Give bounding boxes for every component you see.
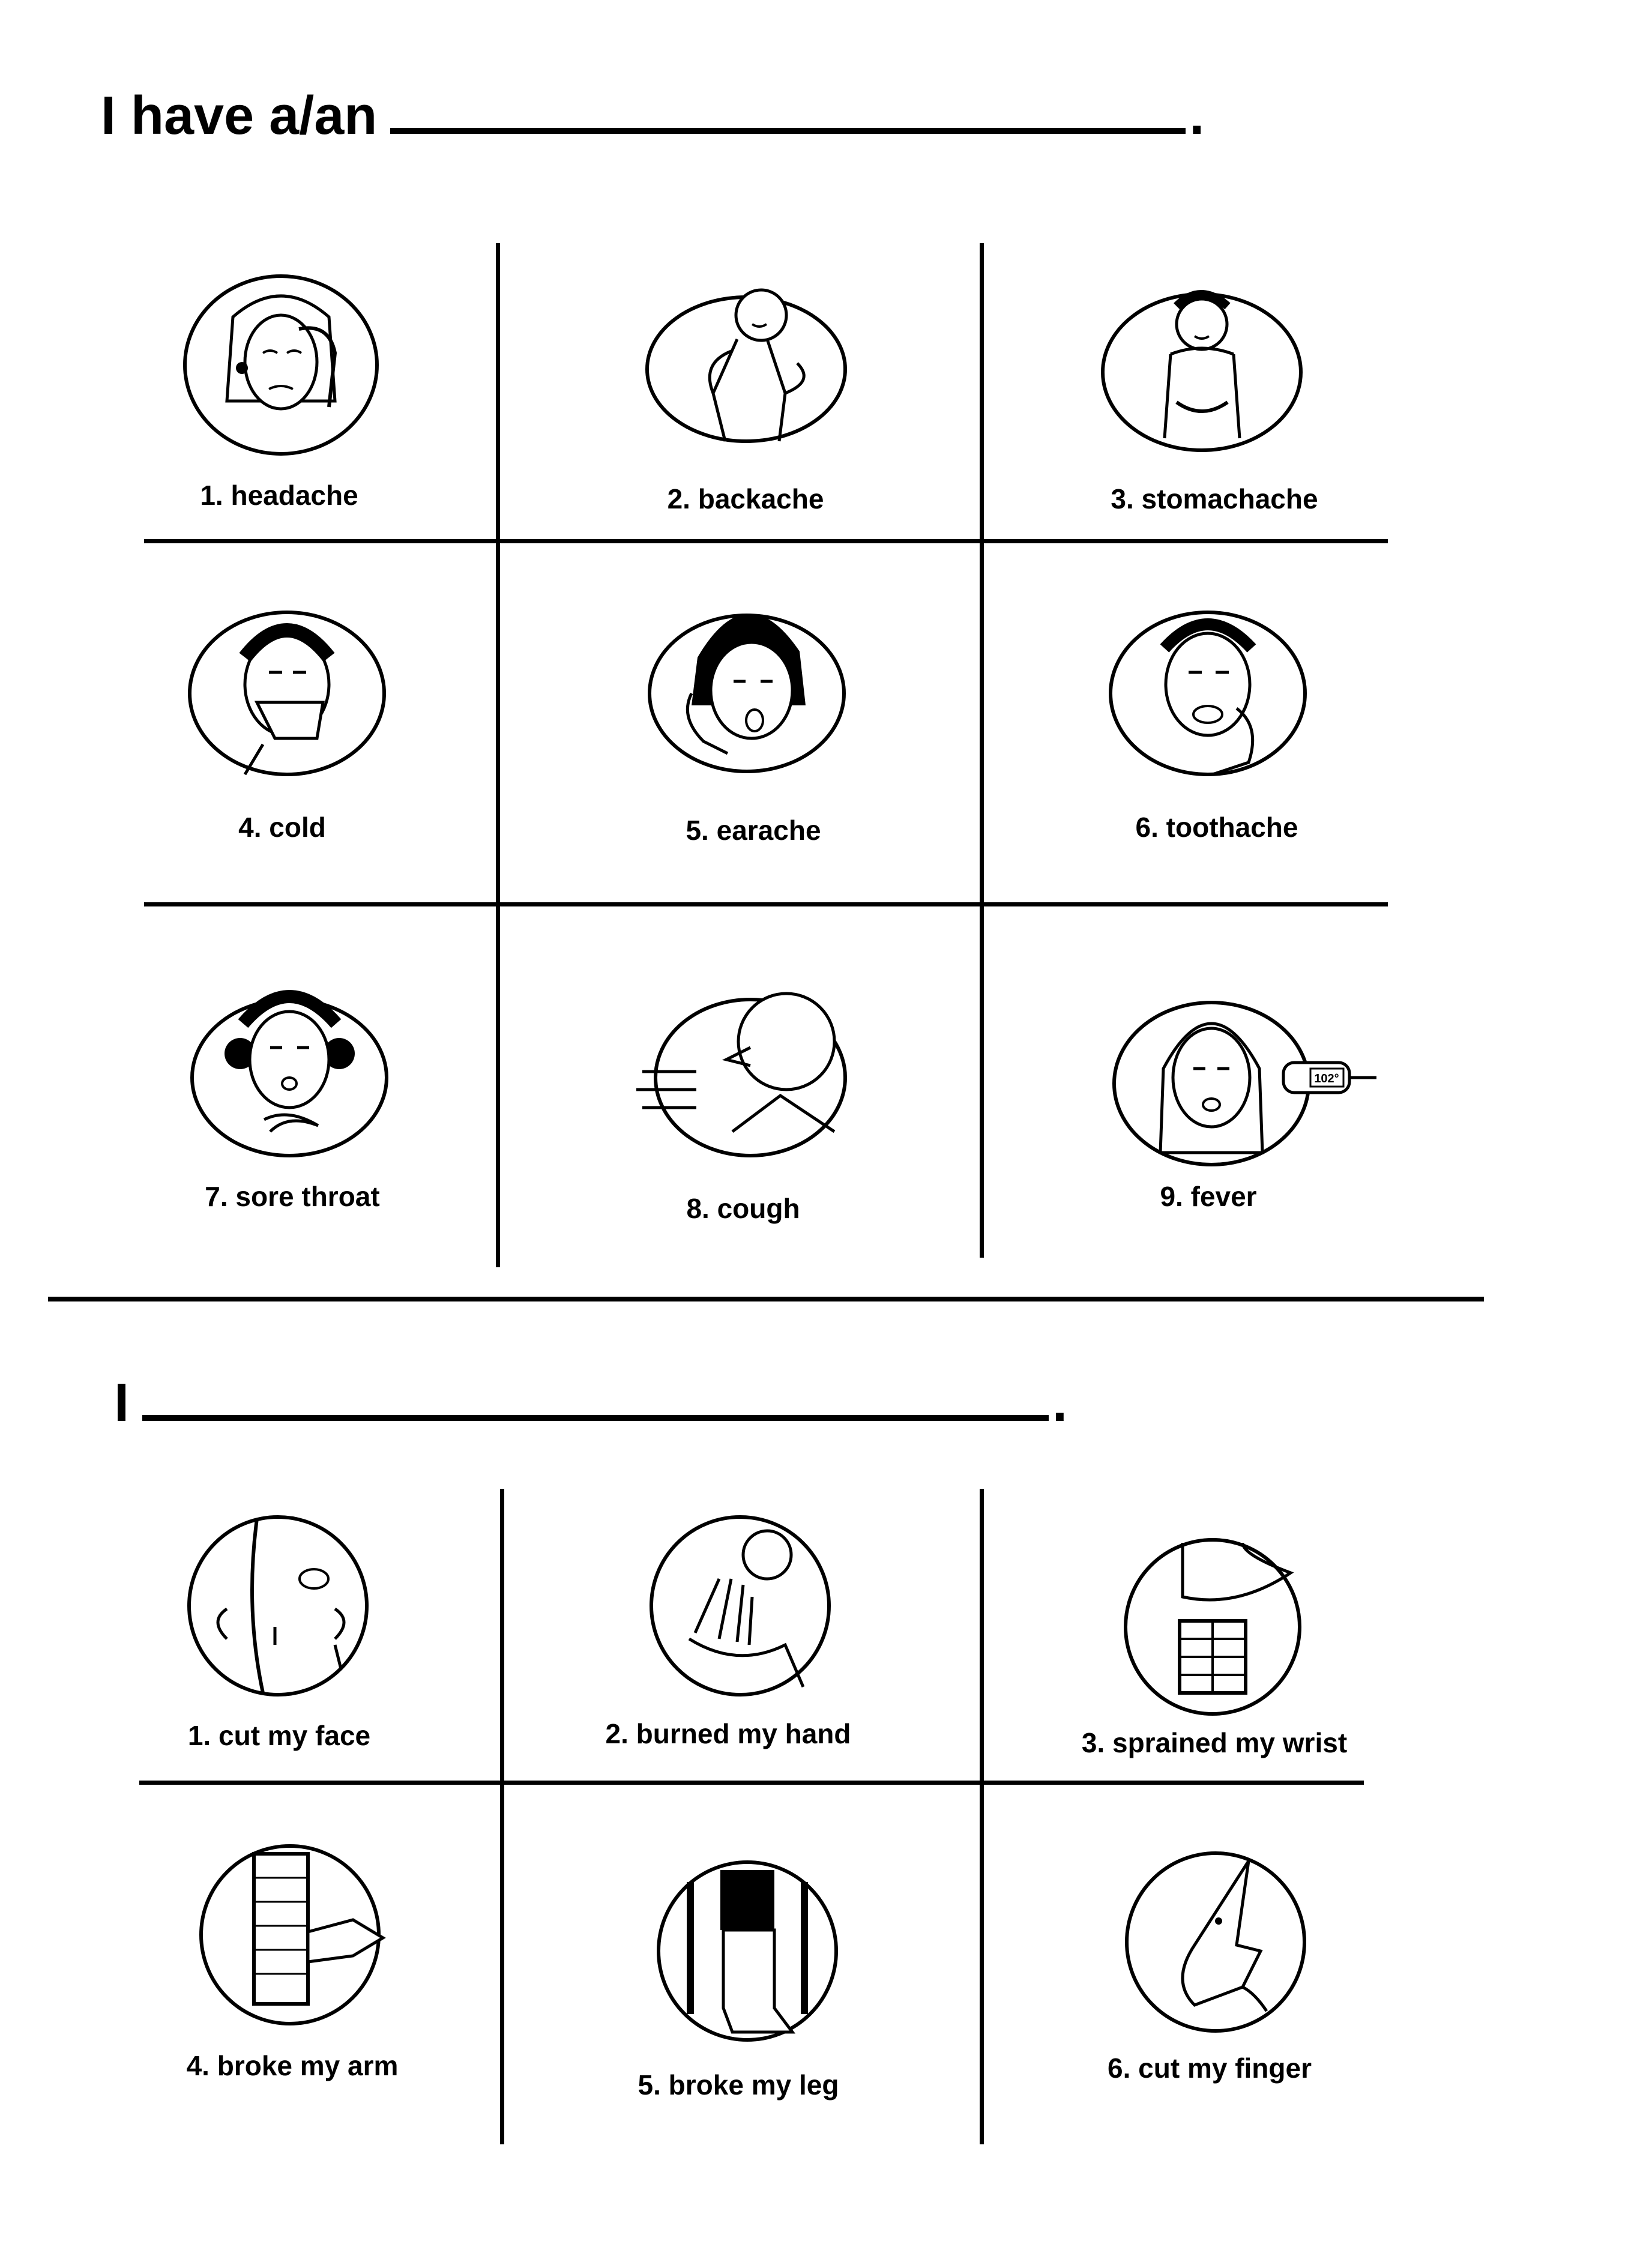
burned-hand-icon — [647, 1513, 833, 1699]
label-broke-my-leg: 5. broke my leg — [638, 2069, 839, 2101]
earache-icon — [644, 585, 851, 777]
cough-icon — [624, 976, 852, 1168]
section2-answer-blank[interactable] — [142, 1415, 1049, 1421]
section2-grid-vline-2 — [980, 1489, 984, 2144]
headache-icon — [179, 263, 383, 461]
section-divider — [48, 1297, 1484, 1301]
broken-leg-icon — [654, 1858, 840, 2044]
broken-arm-icon — [197, 1842, 395, 2028]
fever-icon — [1109, 985, 1379, 1171]
section1-answer-blank[interactable] — [390, 128, 1186, 134]
section2-grid-hline-1 — [139, 1781, 1364, 1785]
label-headache: 1. headache — [200, 480, 358, 511]
label-backache: 2. backache — [667, 483, 824, 514]
label-sprained-my-wrist: 3. sprained my wrist — [1081, 1727, 1348, 1758]
stomachache-icon — [1099, 282, 1306, 456]
section1-heading — [101, 86, 1205, 146]
section1-grid-vline-2 — [980, 243, 984, 1258]
sprained-wrist-icon — [1123, 1531, 1315, 1717]
cut-finger-icon — [1123, 1849, 1309, 2035]
section1-grid-hline-1 — [144, 539, 1388, 543]
label-cut-my-finger: 6. cut my finger — [1108, 2052, 1312, 2084]
sore-throat-icon — [186, 970, 393, 1162]
section1-grid-vline-1 — [496, 243, 500, 1267]
toothache-icon — [1105, 594, 1312, 780]
label-cold: 4. cold — [238, 812, 326, 843]
cold-icon — [185, 600, 389, 780]
label-broke-my-arm: 4. broke my arm — [186, 2050, 399, 2081]
section2-heading-period: . — [1052, 1373, 1068, 1433]
label-stomachache: 3. stomachache — [1111, 483, 1318, 514]
section1-heading-period: . — [1189, 86, 1205, 146]
label-sore-throat: 7. sore throat — [205, 1181, 380, 1212]
section2-heading-start: I — [114, 1373, 130, 1433]
label-fever: 9. fever — [1160, 1181, 1257, 1212]
label-cut-my-face: 1. cut my face — [187, 1720, 371, 1751]
thermometer-reading: 102° — [1314, 1072, 1339, 1085]
section2-grid-vline-1 — [500, 1489, 504, 2144]
section1-grid-hline-2 — [144, 902, 1388, 906]
label-cough: 8. cough — [686, 1193, 800, 1224]
label-earache: 5. earache — [686, 815, 821, 846]
backache-icon — [641, 273, 851, 447]
section1-heading-start: I have a/an — [101, 86, 378, 146]
section2-heading — [114, 1373, 1068, 1433]
label-burned-my-hand: 2. burned my hand — [605, 1718, 851, 1749]
label-toothache: 6. toothache — [1135, 812, 1298, 843]
cut-face-icon — [185, 1513, 371, 1699]
